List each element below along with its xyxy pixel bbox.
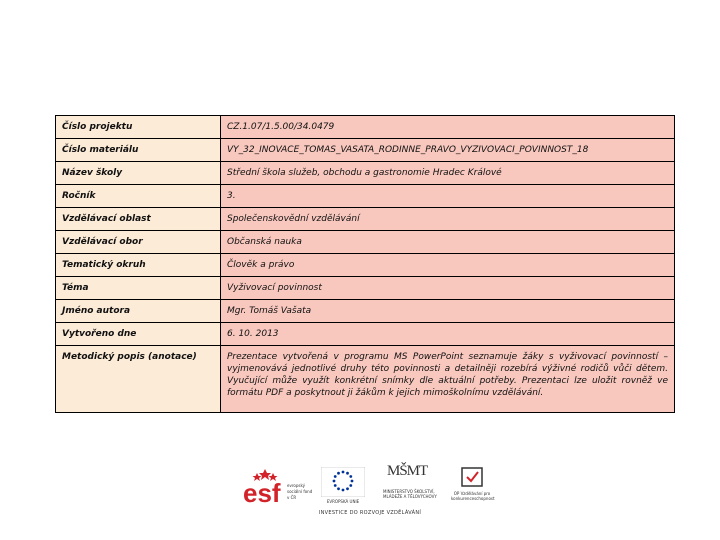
row-value-created: 6. 10. 2013 xyxy=(221,323,675,346)
row-value-school-name: Střední škola služeb, obchodu a gastronomie Hradec Králové xyxy=(221,162,675,185)
row-label-subject: Vzdělávací obor xyxy=(56,231,221,254)
row-label-annotation: Metodický popis (anotace) xyxy=(56,346,221,413)
row-value-thematic-area: Člověk a právo xyxy=(221,254,675,277)
table-row xyxy=(56,346,675,413)
table-row xyxy=(56,300,675,323)
row-value-topic: Vyživovací povinnost xyxy=(221,277,675,300)
op-vk-caption: OP Vzdělávání pro konkurenceschopnost xyxy=(451,491,495,501)
table-row xyxy=(56,323,675,346)
row-value-subject: Občanská nauka xyxy=(221,231,675,254)
row-value-grade: 3. xyxy=(221,185,675,208)
msmt-mark: MŠMT xyxy=(387,463,428,479)
msmt-logo xyxy=(383,463,439,509)
row-value-annotation: Prezentace vytvořená v programu MS PowerPoint seznamuje žáky s vyživovací povinností – vyjmenovává jednotlivé druhy této povinnosti a detailněji rozebírá výživné rodičů vůči dětem. Vyučující může využít konkrétní snímky dle aktuální potřeby. Prezentaci lze uložit rovněž ve formátu PDF a poskytnout ji žákům k jejich mimoškolnímu vzdělávání. xyxy=(221,346,675,413)
eu-flag-icon xyxy=(321,467,365,497)
msmt-caption: MINISTERSTVO ŠKOLSTVÍ, MLÁDEŽE A TĚLOVÝCHOVY xyxy=(383,489,437,499)
row-label-grade: Ročník xyxy=(56,185,221,208)
table-row xyxy=(56,277,675,300)
row-label-created: Vytvořeno dne xyxy=(56,323,221,346)
table-row xyxy=(56,116,675,139)
project-info-table xyxy=(55,115,675,413)
row-label-project-number: Číslo projektu xyxy=(56,116,221,139)
row-label-material-number: Číslo materiálu xyxy=(56,139,221,162)
row-value-author: Mgr. Tomáš Vašata xyxy=(221,300,675,323)
esf-logo xyxy=(243,467,315,509)
table-row xyxy=(56,231,675,254)
table-row xyxy=(56,185,675,208)
table-row xyxy=(56,139,675,162)
esf-caption: evropský sociální fond v ČR xyxy=(287,483,313,500)
row-label-school-name: Název školy xyxy=(56,162,221,185)
row-label-education-area: Vzdělávací oblast xyxy=(56,208,221,231)
table-row xyxy=(56,254,675,277)
eu-logo xyxy=(321,467,365,509)
row-label-thematic-area: Tematický okruh xyxy=(56,254,221,277)
eu-caption: EVROPSKÁ UNIE xyxy=(326,499,360,504)
table-row xyxy=(56,162,675,185)
esf-wordmark: esf xyxy=(243,478,281,508)
op-vk-icon xyxy=(459,465,485,489)
row-label-topic: Téma xyxy=(56,277,221,300)
row-label-author: Jméno autora xyxy=(56,300,221,323)
row-value-education-area: Společenskovědní vzdělávání xyxy=(221,208,675,231)
table-row xyxy=(56,208,675,231)
row-value-project-number: CZ.1.07/1.5.00/34.0479 xyxy=(221,116,675,139)
row-value-material-number: VY_32_INOVACE_TOMAS_VASATA_RODINNE_PRAVO_VYZIVOVACI_POVINNOST_18 xyxy=(221,139,675,162)
op-vk-logo xyxy=(451,465,493,509)
funding-logos-strip xyxy=(243,463,495,518)
investment-caption: INVESTICE DO ROZVOJE VZDĚLÁVÁNÍ xyxy=(318,510,422,516)
